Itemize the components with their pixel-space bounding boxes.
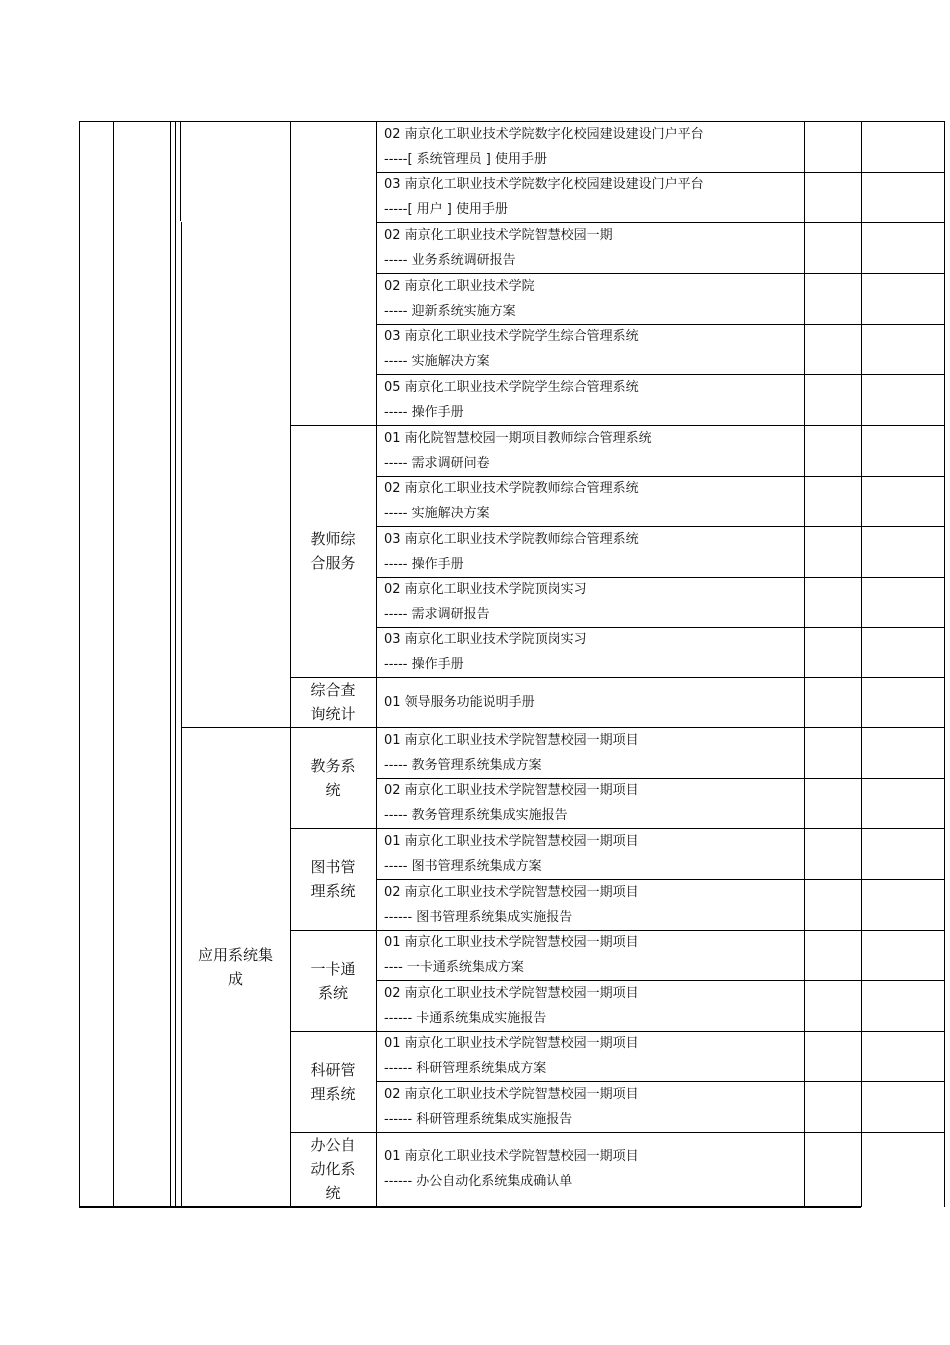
category-label: 科研管 [310, 1060, 356, 1079]
document-title: 01 南京化工职业技术学院智慧校园一期项目 [384, 935, 639, 950]
document-title: 05 南京化工职业技术学院学生综合管理系统 [384, 379, 639, 395]
category-label: 合服务 [310, 554, 356, 572]
category-research [290, 1058, 376, 1106]
table-row [384, 223, 613, 273]
category-library [290, 855, 376, 903]
category-label: 理系统 [310, 882, 356, 900]
category-label: 应用系统集 [197, 945, 273, 964]
table-bottom-border [79, 1206, 861, 1208]
document-title: 02 南京化工职业技术学院智慧校园一期项目 [384, 884, 639, 900]
table-row [384, 1082, 639, 1132]
category-label: 统 [325, 1184, 341, 1202]
document-title: 01 领导服务功能说明手册 [384, 694, 535, 710]
table-left-border [79, 121, 80, 1207]
category-label: 询统计 [310, 705, 356, 723]
table-row [384, 930, 639, 980]
document-subtitle: ----- 图书管理系统集成方案 [384, 858, 542, 874]
table-row [384, 577, 587, 627]
table-row [384, 690, 535, 715]
document-title: 03 南京化工职业技术学院数字化校园建设建设门户平台 [384, 177, 704, 192]
document-subtitle: ----- 需求调研问卷 [384, 455, 490, 471]
table-row [384, 476, 639, 526]
table-row [384, 829, 639, 879]
document-title: 02 南京化工职业技术学院 [384, 278, 535, 294]
document-title: 01 南京化工职业技术学院智慧校园一期项目 [384, 1036, 639, 1051]
category-label: 教师综 [310, 530, 356, 548]
category-label: 成 [227, 969, 243, 988]
table-row [384, 122, 704, 172]
document-subtitle: ------ 图书管理系统集成实施报告 [384, 909, 573, 925]
table-row [384, 778, 639, 828]
category-office [290, 1133, 376, 1205]
document-title: 02 南京化工职业技术学院智慧校园一期项目 [384, 783, 639, 798]
column-divider [804, 121, 805, 1207]
document-title: 02 南京化工职业技术学院数字化校园建设建设门户平台 [384, 126, 704, 142]
column-divider [175, 121, 176, 1207]
column-divider [290, 121, 291, 1207]
document-subtitle: ------ 科研管理系统集成方案 [384, 1061, 547, 1076]
document-subtitle: ----- 需求调研报告 [384, 607, 490, 622]
row-separator [290, 677, 944, 678]
column-divider [861, 121, 862, 1207]
document-subtitle: ----- 实施解决方案 [384, 354, 490, 369]
table-row [384, 1144, 639, 1194]
category-label: 理系统 [310, 1084, 356, 1103]
table-row [384, 324, 639, 374]
category-label: 一卡通 [310, 959, 356, 978]
category-card [290, 957, 376, 1005]
category-label: 图书管 [310, 858, 356, 876]
document-title: 02 南京化工职业技术学院教师综合管理系统 [384, 481, 639, 496]
table-row [384, 172, 704, 222]
category-integration [181, 943, 290, 991]
document-subtitle: ----- 教务管理系统集成方案 [384, 757, 542, 773]
category-label: 统 [325, 780, 341, 799]
category-label: 系统 [317, 983, 348, 1002]
table-row [384, 981, 639, 1031]
document-subtitle: ------ 办公自动化系统集成确认单 [384, 1174, 573, 1189]
column-divider [181, 222, 182, 1206]
table-row [384, 527, 639, 577]
category-query [290, 678, 376, 726]
document-title: 01 南京化工职业技术学院智慧校园一期项目 [384, 1149, 639, 1164]
document-subtitle: ----- 操作手册 [384, 404, 464, 420]
document-title: 02 南京化工职业技术学院智慧校园一期项目 [384, 1086, 639, 1102]
table-row [384, 880, 639, 930]
table-row [384, 1031, 639, 1081]
document-title: 03 南京化工职业技术学院教师综合管理系统 [384, 531, 639, 547]
table-row [384, 274, 535, 324]
document-title: 01 南化院智慧校园一期项目教师综合管理系统 [384, 430, 652, 446]
document-subtitle: ------ 卡通系统集成实施报告 [384, 1010, 547, 1026]
category-label: 教务系 [310, 756, 356, 775]
column-divider [180, 121, 181, 221]
document-title: 02 南京化工职业技术学院智慧校园一期项目 [384, 985, 639, 1001]
table-row [384, 426, 652, 476]
column-divider [113, 121, 114, 1207]
document-subtitle: -----[ 用户 ] 使用手册 [384, 202, 508, 217]
category-label: 动化系 [310, 1160, 356, 1178]
column-divider [170, 121, 171, 1207]
document-title: 02 南京化工职业技术学院智慧校园一期 [384, 227, 613, 243]
document-subtitle: ---- 一卡通系统集成方案 [384, 960, 524, 975]
document-subtitle: ----- 迎新系统实施方案 [384, 303, 516, 319]
document-subtitle: ----- 操作手册 [384, 556, 464, 572]
table-row [384, 375, 639, 425]
document-subtitle: ----- 教务管理系统集成实施报告 [384, 808, 568, 823]
category-teacher [290, 527, 376, 575]
table-row [384, 627, 587, 677]
category-label: 综合查 [310, 681, 356, 699]
document-title: 01 南京化工职业技术学院智慧校园一期项目 [384, 833, 639, 849]
document-title: 03 南京化工职业技术学院学生综合管理系统 [384, 329, 639, 344]
document-subtitle: -----[ 系统管理员 ] 使用手册 [384, 151, 547, 167]
table-row [384, 728, 639, 778]
document-subtitle: ----- 操作手册 [384, 657, 464, 672]
category-label: 办公自 [310, 1136, 356, 1154]
document-subtitle: ----- 实施解决方案 [384, 506, 490, 521]
document-title: 01 南京化工职业技术学院智慧校园一期项目 [384, 732, 639, 748]
table-right-border [944, 121, 945, 1207]
category-jiaowu [290, 754, 376, 802]
column-divider [376, 121, 377, 1207]
document-subtitle: ------ 科研管理系统集成实施报告 [384, 1111, 573, 1127]
row-separator [290, 1132, 944, 1133]
document-subtitle: ----- 业务系统调研报告 [384, 252, 516, 268]
document-title: 02 南京化工职业技术学院顶岗实习 [384, 582, 587, 597]
document-title: 03 南京化工职业技术学院顶岗实习 [384, 632, 587, 647]
